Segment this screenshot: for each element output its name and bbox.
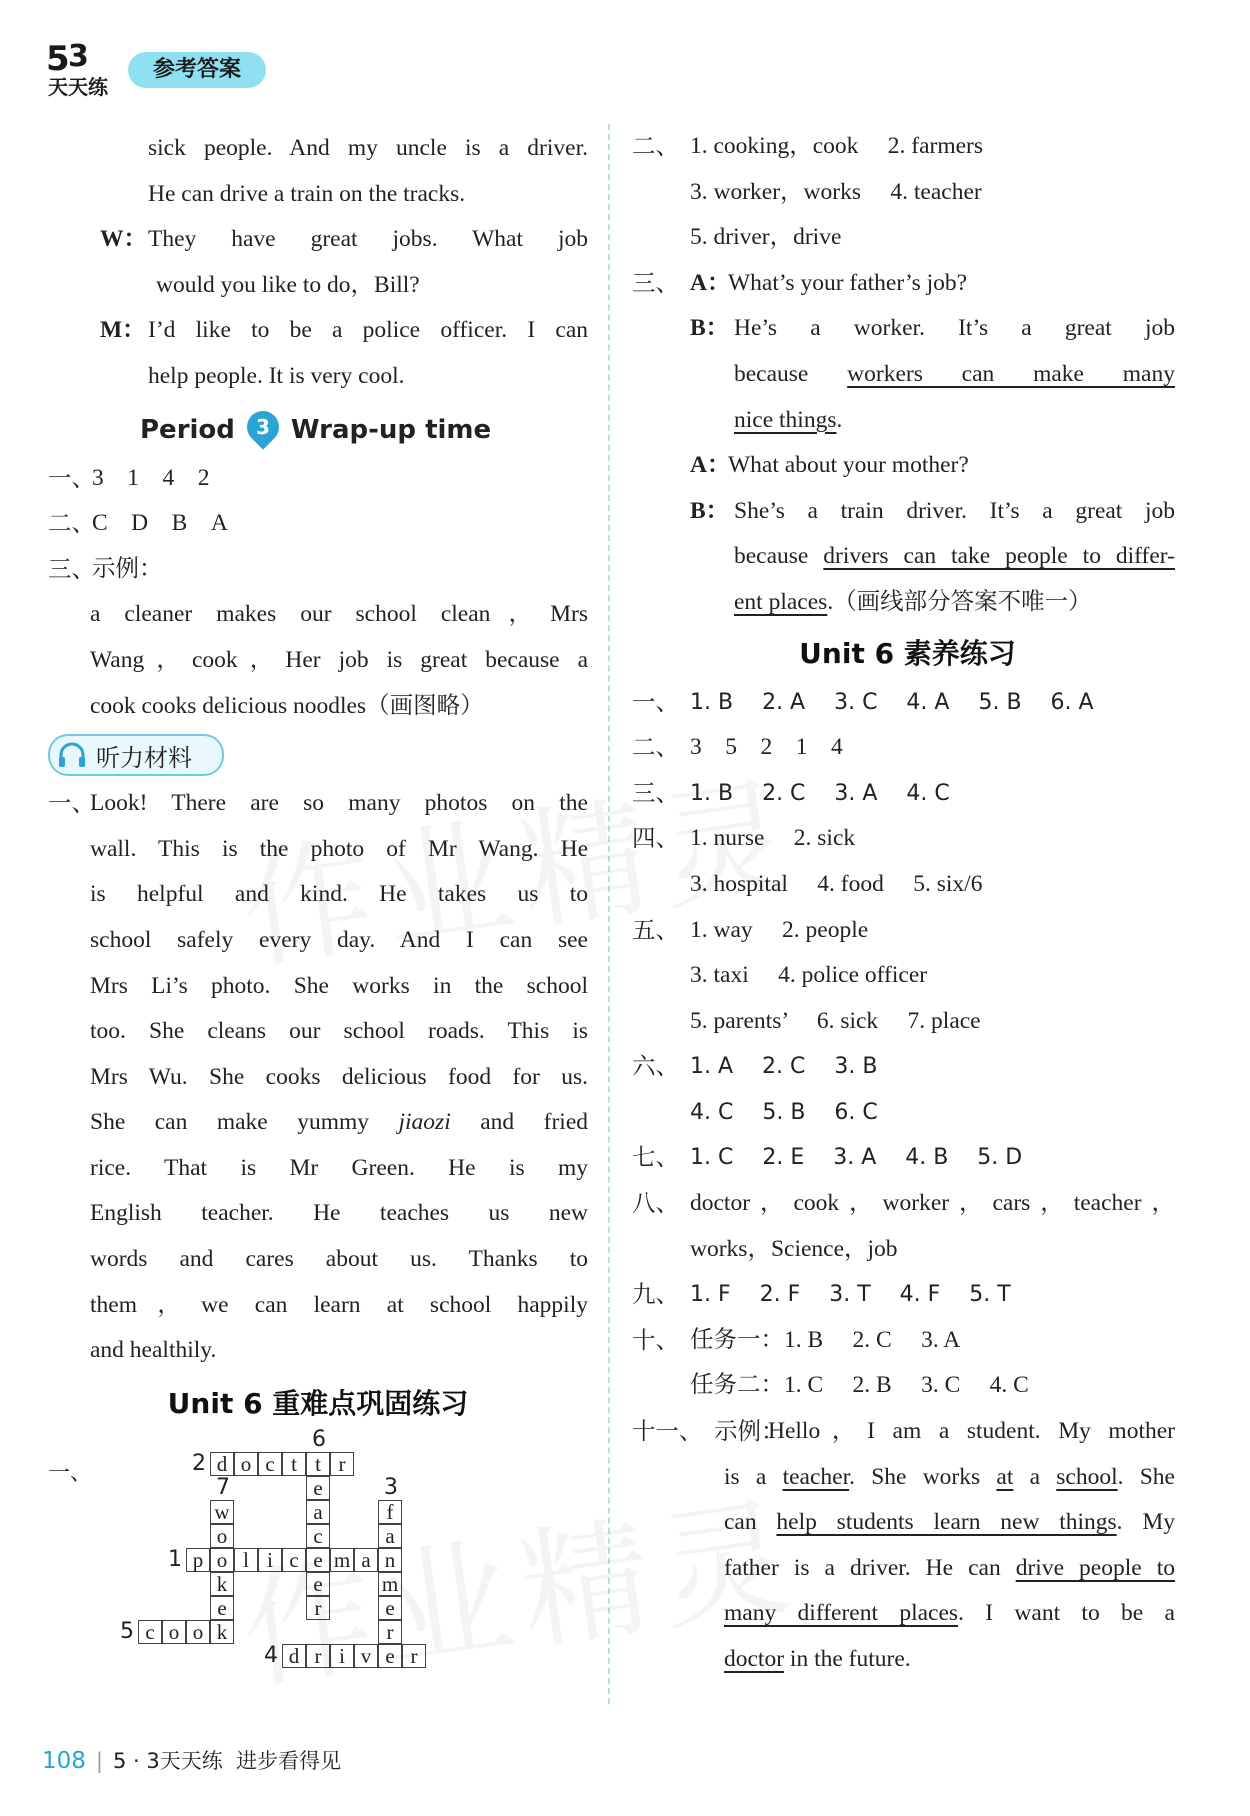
crossword-cell: e <box>378 1644 402 1668</box>
answer-line: 二、 C D B A <box>48 509 228 538</box>
listening-material-tag: 听力材料 <box>48 729 588 781</box>
crossword-cell: m <box>330 1548 354 1572</box>
listening-line: She can make yummy jiaozi and fried <box>90 1109 588 1136</box>
crossword-cell: w <box>210 1500 234 1524</box>
crossword-cell: o <box>210 1548 234 1572</box>
answer-line: 十、 任务一：1. B 2. C 3. A <box>632 1325 961 1354</box>
answer-line: 七、 1. C 2. E 3. A 4. B 5. D <box>632 1143 1023 1172</box>
left-column <box>48 126 588 1668</box>
dialogue-line: W： They have great jobs. What job <box>48 217 588 263</box>
crossword-cell: i <box>258 1548 282 1572</box>
sample-writing-line: father is a driver. He can drive people to <box>724 1554 1175 1581</box>
crossword-clue-number: 5 <box>120 1618 134 1644</box>
answer-line: 八、 doctor，cook，worker，cars，teacher， <box>632 1189 1175 1218</box>
crossword-clue-number: 6 <box>312 1426 326 1452</box>
crossword-cell: v <box>354 1644 378 1668</box>
dialogue-line: ent places.（画线部分答案不唯一） <box>734 588 1092 615</box>
dialogue-line: M： I’d like to be a police officer. I can <box>48 308 588 354</box>
crossword-clue-number: 1 <box>168 1546 182 1572</box>
crossword-cell: c <box>306 1524 330 1548</box>
crossword-cell: l <box>234 1548 258 1572</box>
answer-line: 5. parents’ 6. sick 7. place <box>690 1007 981 1034</box>
crossword-cell: t <box>282 1452 306 1476</box>
crossword-cell: r <box>402 1644 426 1668</box>
crossword-clue-number: 2 <box>192 1450 206 1476</box>
answer-line: 3. hospital 4. food 5. six/6 <box>690 870 983 897</box>
crossword-cell: c <box>282 1548 306 1572</box>
listening-line: is helpful and kind. He takes us to <box>90 881 588 908</box>
crossword-cell: o <box>186 1620 210 1644</box>
answer-line: a cleaner makes our school clean，Mrs <box>90 601 588 628</box>
unit6-drill-title: Unit 6 重难点巩固练习 <box>167 1386 469 1420</box>
headphones-icon <box>58 742 86 768</box>
page-number: 108 <box>42 1748 86 1774</box>
dialogue-line: A： What about your mother? <box>690 452 969 479</box>
crossword-cell: a <box>354 1548 378 1572</box>
crossword-cell: d <box>282 1644 306 1668</box>
crossword-cell: k <box>210 1572 234 1596</box>
dialogue-line: because drivers can take people to differ- <box>734 543 1175 570</box>
crossword-cell: e <box>306 1548 330 1572</box>
listening-line: too. She cleans our school roads. This is <box>90 1018 588 1045</box>
dialogue-line: B： She’s a train driver. It’s a great job <box>690 497 1175 524</box>
answer-line: 一、 3 1 4 2 <box>48 463 210 492</box>
answer-line: 三、 示例： <box>48 554 163 583</box>
crossword-cell: o <box>210 1524 234 1548</box>
crossword-cell: n <box>378 1548 402 1572</box>
listening-line: 一、 Look! There are so many photos on the <box>48 789 588 818</box>
crossword-cell: e <box>306 1572 330 1596</box>
dialogue-line: sick people. And my uncle is a driver. <box>148 135 588 161</box>
crossword-cell: e <box>210 1596 234 1620</box>
crossword-cell: t <box>306 1452 330 1476</box>
question-number: 一、 <box>48 1460 93 1486</box>
sample-writing-line: can help students learn new things. My <box>724 1509 1175 1536</box>
answer-line: 3. taxi 4. police officer <box>690 962 928 989</box>
crossword-cell: r <box>378 1620 402 1644</box>
crossword-cell: r <box>330 1452 354 1476</box>
dialogue-line: B： He’s a worker. It’s a great job <box>690 315 1175 342</box>
dialogue-line: help people. It is very cool. <box>148 362 405 389</box>
sample-writing-line: many different places. I want to be a <box>724 1600 1175 1627</box>
dialogue-line: because workers can make many <box>734 360 1175 387</box>
answer-line: 九、 1. F 2. F 3. T 4. F 5. T <box>632 1280 1011 1309</box>
footer-slogan: 进步看得见 <box>236 1749 342 1773</box>
answer-line: Wang，cook，Her job is great because a <box>90 646 588 673</box>
crossword-cell: m <box>378 1572 402 1596</box>
dialogue-line: nice things. <box>734 406 843 433</box>
crossword-cell: c <box>258 1452 282 1476</box>
answer-line: cook cooks delicious noodles（画图略） <box>90 692 484 719</box>
answer-line: 三、 1. B 2. C 3. A 4. C <box>632 778 950 807</box>
dialogue-line: He can drive a train on the tracks. <box>148 180 466 207</box>
crossword-cell: p <box>186 1548 210 1572</box>
listening-line: school safely every day. And I can see <box>90 926 588 953</box>
unit6-practice-title: Unit 6 素养练习 <box>799 636 1016 670</box>
svg-text:5: 5 <box>46 39 70 79</box>
answer-line: 五、 1. way 2. people <box>632 915 869 944</box>
right-column <box>632 124 1175 1683</box>
crossword-cell: c <box>138 1620 162 1644</box>
answer-line: 二、 1. cooking，cook 2. farmers <box>632 132 984 160</box>
crossword-cell: a <box>378 1524 402 1548</box>
crossword <box>48 1426 588 1668</box>
crossword-cell: k <box>210 1620 234 1644</box>
listening-line: them，we can learn at school happily <box>90 1291 588 1318</box>
dialogue-line: 三、 A： What’s your father’s job? <box>632 268 968 297</box>
crossword-cell: o <box>234 1452 258 1476</box>
crossword-cell: r <box>306 1644 330 1668</box>
sample-writing-line: is a teacher. She works at a school. She <box>724 1463 1175 1490</box>
brand-logo <box>44 36 114 98</box>
speaker-label: W： <box>100 226 147 253</box>
crossword-cell: o <box>162 1620 186 1644</box>
crossword-clue-number: 4 <box>264 1642 278 1668</box>
svg-text:天天练: 天天练 <box>48 75 108 98</box>
crossword-cell: a <box>306 1500 330 1524</box>
speaker-label: M： <box>100 317 146 344</box>
crossword-cell: f <box>378 1500 402 1524</box>
crossword-cell: i <box>330 1644 354 1668</box>
period-number-pin: 3 <box>240 404 285 449</box>
answer-line: 一、 1. B 2. A 3. C 4. A 5. B 6. A <box>632 687 1094 716</box>
answer-line: 3. worker，works 4. teacher <box>690 178 982 205</box>
answer-line: 六、 1. A 2. C 3. B <box>632 1052 878 1081</box>
listening-line: English teacher. He teaches us new <box>90 1200 588 1227</box>
crossword-clue-number: 3 <box>384 1474 398 1500</box>
crossword-cell: e <box>306 1476 330 1500</box>
crossword-clue-number: 7 <box>216 1474 230 1500</box>
crossword-cell: d <box>210 1452 234 1476</box>
answer-line: 二、 3 5 2 1 4 <box>632 733 843 762</box>
listening-line: Mrs Li’s photo. She works in the school <box>90 972 588 999</box>
listening-line: and healthily. <box>90 1337 217 1364</box>
answer-line: 4. C 5. B 6. C <box>690 1099 878 1125</box>
crossword-cell: e <box>378 1596 402 1620</box>
header-title: 参考答案 <box>128 52 266 88</box>
answer-line: 四、 1. nurse 2. sick <box>632 824 856 853</box>
answer-line: 任务二：1. C 2. B 3. C 4. C <box>690 1372 1029 1399</box>
column-divider <box>608 124 610 1704</box>
listening-line: words and cares about us. Thanks to <box>90 1246 588 1273</box>
sample-writing-line: doctor in the future. <box>724 1646 911 1672</box>
sample-writing-line: 十一、 示例： Hello，I am a student. My mother <box>632 1417 1175 1446</box>
period-heading: Period 3 Wrap-up time <box>48 404 588 456</box>
answer-line: 5. driver，drive <box>690 224 842 251</box>
crossword-cell: r <box>306 1596 330 1620</box>
dialogue-line: would you like to do，Bill? <box>156 271 420 298</box>
listening-line: rice. That is Mr Green. He is my <box>90 1154 588 1181</box>
listening-line: Mrs Wu. She cooks delicious food for us. <box>90 1063 588 1090</box>
footer-brand: 5 · 3天天练 <box>112 1749 223 1773</box>
listening-line: wall. This is the photo of Mr Wang. He <box>90 835 588 862</box>
page-footer: 108 | 5 · 3天天练 进步看得见 <box>42 1748 342 1774</box>
svg-text:3: 3 <box>68 39 89 74</box>
answer-line: works，Science，job <box>690 1235 898 1262</box>
